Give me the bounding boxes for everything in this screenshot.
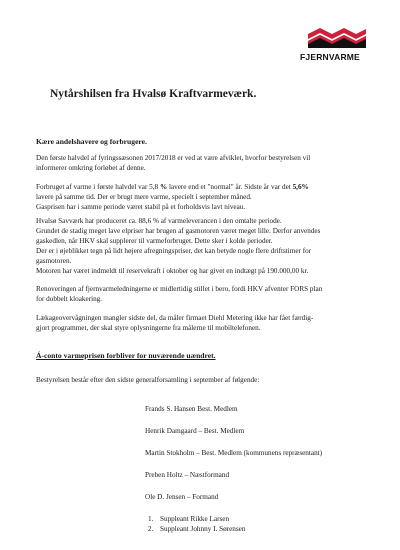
suppleant-list [148,514,245,534]
text-fragment: lavere end et "normal" år. Sidste år var det [167,183,293,191]
text-line: Renoveringen af fjernvarmeledningerne er midlertidig stillet i bero, fordi HKV afventer FORS plan [36,285,323,293]
paragraph-leak-monitoring [36,313,376,333]
text-line: informerer omkring forløbet af denne. [36,164,146,172]
text-line: Gasprisen har i samme periode været stabil på et forholdsvis lavt niveau. [36,203,246,211]
text-line: Motoren har været indmeldt til reservekraft i oktober og har givet en indtægt på 190.000,00 kr. [36,267,309,275]
text-line: lavere på samme tid. Der er brugt mere varme, specielt i september måned. [36,193,252,201]
district-heating-logo-icon [306,24,368,50]
suppleant-item [148,514,245,524]
suppleant-name: Suppleant Johnny I. Sørensen [160,525,246,533]
text-line: gaskedlen, når HKV skal supplerer til varmeforbruget. Dette sker i kolde perioder. [36,237,273,245]
bold-percent: 5,6% [292,183,309,191]
board-list [145,404,322,514]
paragraph-production [36,216,376,276]
text-line: gjort programmet, der skal styre oplysningerne fra målerne til mobiltelefonen. [36,324,261,332]
text-line: Grundet de stadig meget lave elpriser har brugen af gasmotoren været meget lille. Derfor anvendes [36,227,321,235]
paragraph-consumption [36,182,376,212]
greeting: Kære andelshavere og forbrugere. [36,137,147,146]
suppleant-item [148,524,245,534]
text-line: Den første halvdel af fyringssæsonen 2017/2018 er ved at være afviklet, hvorfor bestyrelsen vil [36,154,311,162]
text-fragment: Forbruget af varme i første halvdel var 5,8 [36,183,160,191]
board-member: Preben Holtz – Næstformand [145,471,230,479]
bold-percent: % [159,183,168,191]
letter-title: Nytårshilsen fra Hvalsø Kraftvarmeværk. [50,88,257,100]
board-member: Ole D. Jensen – Formand [145,493,219,501]
suppleant-name: Suppleant Rikke Larsen [160,515,230,523]
text-line: Hvalsø Savværk har produceret ca. 88,6 % af varmeleverancen i den omtalte periode. [36,217,282,225]
board-member: Martin Stokholm – Best. Medlem (kommunens repræsentant) [145,449,323,457]
text-line: for dobbelt kloakering. [36,295,103,303]
fjernvarme-logo [300,24,380,62]
board-intro: Bestyrelsen består efter den sidste generalforsamling i september af følgende: [36,376,260,384]
list-number: 1. [148,515,154,523]
text-line: Lækageovervågningen mangler sidste del, da måler firmaet Diehl Metering ikke har fået færdig- [36,314,314,322]
list-number: 2. [148,525,154,533]
text-line: Der er i øjeblikket tegn på lidt højere afregningspriser, det kan betyde nogle flere driftstimer for [36,247,312,255]
paragraph-renovation [36,284,376,304]
paragraph-season [36,153,376,173]
board-member: Henrik Damgaard – Best. Medlem [145,427,245,435]
aconto-heading: Á-conto varmeprisen forbliver for nuværende uændret. [36,351,216,360]
text-line [36,182,376,192]
board-member: Frands S. Hansen Best. Medlem [145,405,238,413]
logo-text: FJERNVARME [300,52,360,62]
text-line: gasmotoren. [36,257,72,265]
